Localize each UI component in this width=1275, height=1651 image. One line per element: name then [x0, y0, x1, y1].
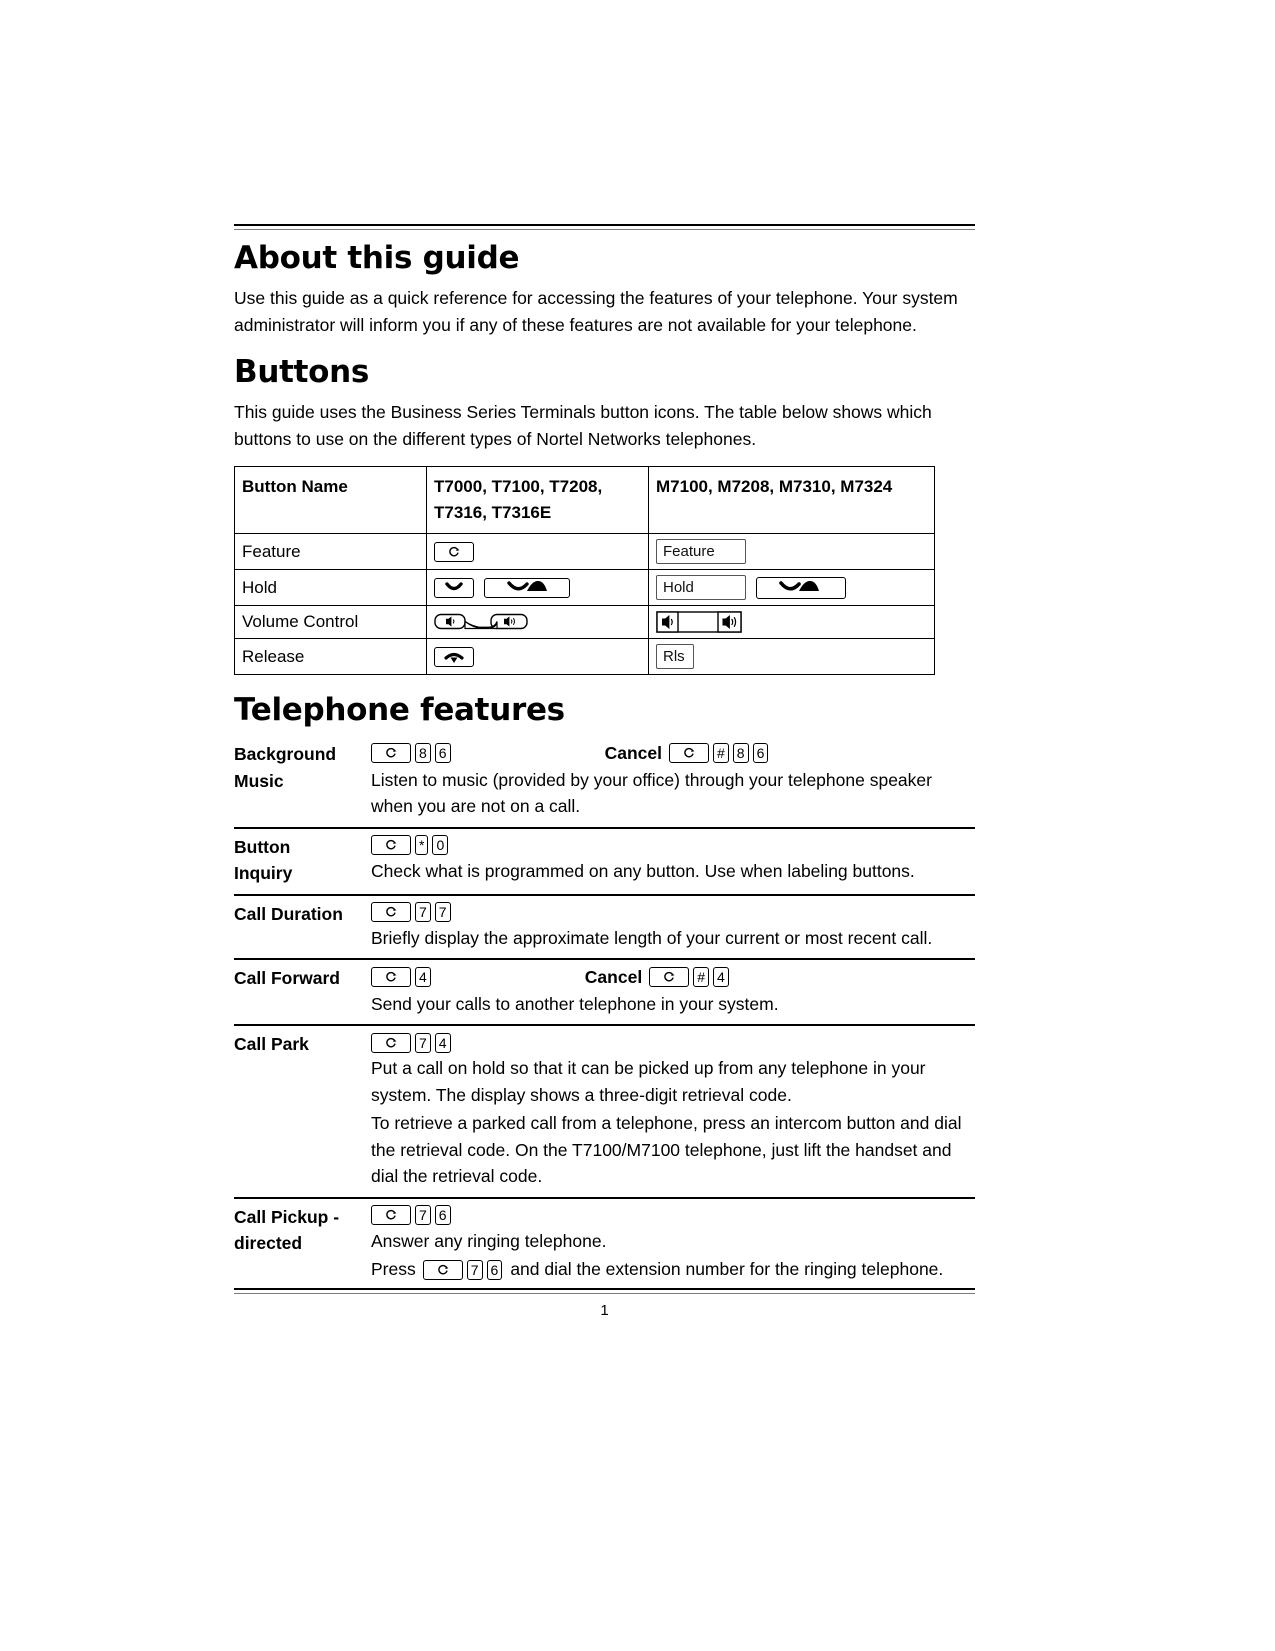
- feature-row-call-park: [234, 1024, 975, 1197]
- keypad-key-6: 6: [487, 1260, 503, 1280]
- buttons-paragraph: This guide uses the Business Series Terminals button icons. The table below shows which buttons to use on the different types of Nortel Networks telephones.: [234, 402, 932, 449]
- table-row: [235, 639, 935, 675]
- feature-soft-key-label: Feature: [656, 539, 746, 564]
- page-content: [234, 240, 975, 1290]
- release-soft-key-label: Rls: [656, 644, 694, 669]
- feature-code-line: [371, 833, 975, 858]
- feature-row-background-music: [234, 740, 975, 827]
- feature-key-icon: [423, 1260, 463, 1280]
- hold-handset-icon: [756, 577, 846, 599]
- feature-key-icon: [371, 743, 411, 763]
- feature-key-icon: [371, 1033, 411, 1053]
- feature-code-line: [371, 740, 975, 767]
- feature-key-icon: [649, 967, 689, 987]
- keypad-key-7: 7: [415, 1033, 431, 1053]
- section-heading-about: About this guide: [234, 240, 520, 276]
- feature-body-call-pickup-directed: [371, 1203, 975, 1283]
- feature-label-line1: Call Park: [234, 1034, 309, 1054]
- feature-key-icon: [434, 542, 474, 562]
- feature-label-line1: Button: [234, 836, 291, 857]
- button-name-hold: Hold: [235, 570, 427, 606]
- feature-code-line: [371, 1030, 975, 1055]
- feature-description: Put a call on hold so that it can be picked up from any telephone in your system. The display shows a three-digit retrieval code.: [371, 1058, 926, 1105]
- feature-label-background-music: [234, 740, 371, 820]
- keypad-key-4: 4: [415, 967, 431, 987]
- press-suffix: and dial the extension number for the ringing telephone.: [510, 1259, 944, 1279]
- release-handset-icon: [434, 647, 474, 667]
- feature-label-call-forward: [234, 964, 371, 1017]
- page-number: 1: [600, 1302, 609, 1319]
- feature-key-icon: [371, 835, 411, 855]
- inline-key-group: [416, 1260, 511, 1280]
- feature-code-line: [371, 964, 975, 991]
- column-header-t-series: T7000, T7100, T7208, T7316, T7316E: [427, 467, 649, 534]
- feature-row-call-duration: [234, 894, 975, 959]
- press-prefix: Press: [371, 1259, 416, 1279]
- feature-body-call-park: [371, 1030, 975, 1190]
- feature-row-call-forward: [234, 958, 975, 1024]
- table-row: [235, 534, 935, 570]
- feature-code-line: [371, 1203, 975, 1228]
- footer-rule-thin: [234, 1293, 975, 1294]
- keypad-key-7: 7: [415, 1205, 431, 1225]
- feature-description: Answer any ringing telephone.: [371, 1230, 607, 1251]
- m-series-release-cell: [649, 639, 935, 675]
- feature-key-icon: [371, 967, 411, 987]
- column-header-button-name: Button Name: [235, 467, 427, 534]
- feature-description: Check what is programmed on any button. Use when labeling buttons.: [371, 860, 915, 881]
- t-series-feature-cell: [427, 534, 649, 570]
- keypad-key-hash: #: [693, 967, 709, 987]
- feature-press-line: [371, 1256, 975, 1283]
- feature-key-icon: [371, 902, 411, 922]
- feature-label-call-duration: [234, 900, 371, 952]
- keypad-key-hash: #: [713, 743, 729, 763]
- keypad-key-6: 6: [753, 743, 769, 763]
- keypad-key-6: 6: [435, 1205, 451, 1225]
- feature-description-2: To retrieve a parked call from a telephone, press an intercom button and dial the retrieval code. On the T7100/M7100 telephone, just lift the handset and dial the retrieval code.: [371, 1113, 962, 1186]
- button-name-feature: Feature: [235, 534, 427, 570]
- button-name-volume-control: Volume Control: [235, 606, 427, 639]
- keypad-key-8: 8: [733, 743, 749, 763]
- m-series-feature-cell: [649, 534, 935, 570]
- feature-key-icon: [669, 743, 709, 763]
- t-series-release-cell: [427, 639, 649, 675]
- keypad-key-8: 8: [415, 743, 431, 763]
- feature-label-line1: Call Pickup -: [234, 1206, 340, 1227]
- feature-label-line2: directed: [234, 1233, 303, 1253]
- hold-handset-icon: [484, 578, 570, 598]
- feature-label-line1: Background: [234, 744, 337, 764]
- feature-body-call-duration: [371, 900, 975, 952]
- feature-label-line2: Music: [234, 770, 284, 791]
- feature-label-line1: Call Forward: [234, 968, 340, 988]
- column-header-m-series: M7100, M7208, M7310, M7324: [649, 467, 935, 534]
- feature-description: Briefly display the approximate length of your current or most recent call.: [371, 927, 933, 948]
- feature-description: Send your calls to another telephone in your system.: [371, 993, 779, 1014]
- t-series-volume-cell: [427, 606, 649, 639]
- volume-rocker-icon: [434, 612, 530, 632]
- footer-rule-thick: [234, 1288, 975, 1290]
- feature-body-background-music: [371, 740, 975, 820]
- feature-key-icon: [371, 1205, 411, 1225]
- feature-label-call-park: [234, 1030, 371, 1190]
- cancel-label: Cancel: [604, 743, 662, 763]
- feature-row-button-inquiry: [234, 827, 975, 894]
- about-paragraph: Use this guide as a quick reference for accessing the features of your telephone. Your system administrator will inform you if any of these features are not available for your telephone.: [234, 288, 958, 335]
- section-heading-telephone-features: Telephone features: [234, 692, 565, 728]
- table-row: [235, 570, 935, 606]
- header-rule-thin: [234, 229, 975, 230]
- section-heading-buttons: Buttons: [234, 354, 370, 390]
- hold-soft-key-label: Hold: [656, 575, 746, 600]
- keypad-key-6: 6: [435, 743, 451, 763]
- feature-label-button-inquiry: [234, 833, 371, 887]
- header-rule-thick: [234, 224, 975, 226]
- feature-description: Listen to music (provided by your office) through your telephone speaker when you are not on a call.: [371, 769, 932, 816]
- keypad-key-0: 0: [432, 835, 448, 855]
- m-series-volume-cell: [649, 606, 935, 639]
- feature-row-call-pickup-directed: [234, 1197, 975, 1290]
- keypad-key-4: 4: [713, 967, 729, 987]
- feature-code-line: [371, 900, 975, 925]
- volume-bar-icon: [656, 611, 742, 633]
- features-list: [234, 740, 975, 1290]
- feature-label-line2: Inquiry: [234, 863, 293, 883]
- keypad-key-star: *: [415, 835, 428, 855]
- buttons-table: [234, 466, 935, 675]
- table-row: [235, 606, 935, 639]
- keypad-key-7: 7: [435, 902, 451, 922]
- m-series-hold-cell: [649, 570, 935, 606]
- cancel-label: Cancel: [584, 967, 643, 987]
- keypad-key-4: 4: [435, 1033, 451, 1053]
- button-name-release: Release: [235, 639, 427, 675]
- keypad-key-7: 7: [415, 902, 431, 922]
- feature-body-button-inquiry: [371, 833, 975, 887]
- feature-body-call-forward: [371, 964, 975, 1017]
- table-header-row: [235, 467, 935, 534]
- feature-label-call-pickup-directed: [234, 1203, 371, 1283]
- keypad-key-7: 7: [467, 1260, 483, 1280]
- feature-label-line1: Call Duration: [234, 903, 343, 924]
- t-series-hold-cell: [427, 570, 649, 606]
- hold-cup-icon: [434, 578, 474, 598]
